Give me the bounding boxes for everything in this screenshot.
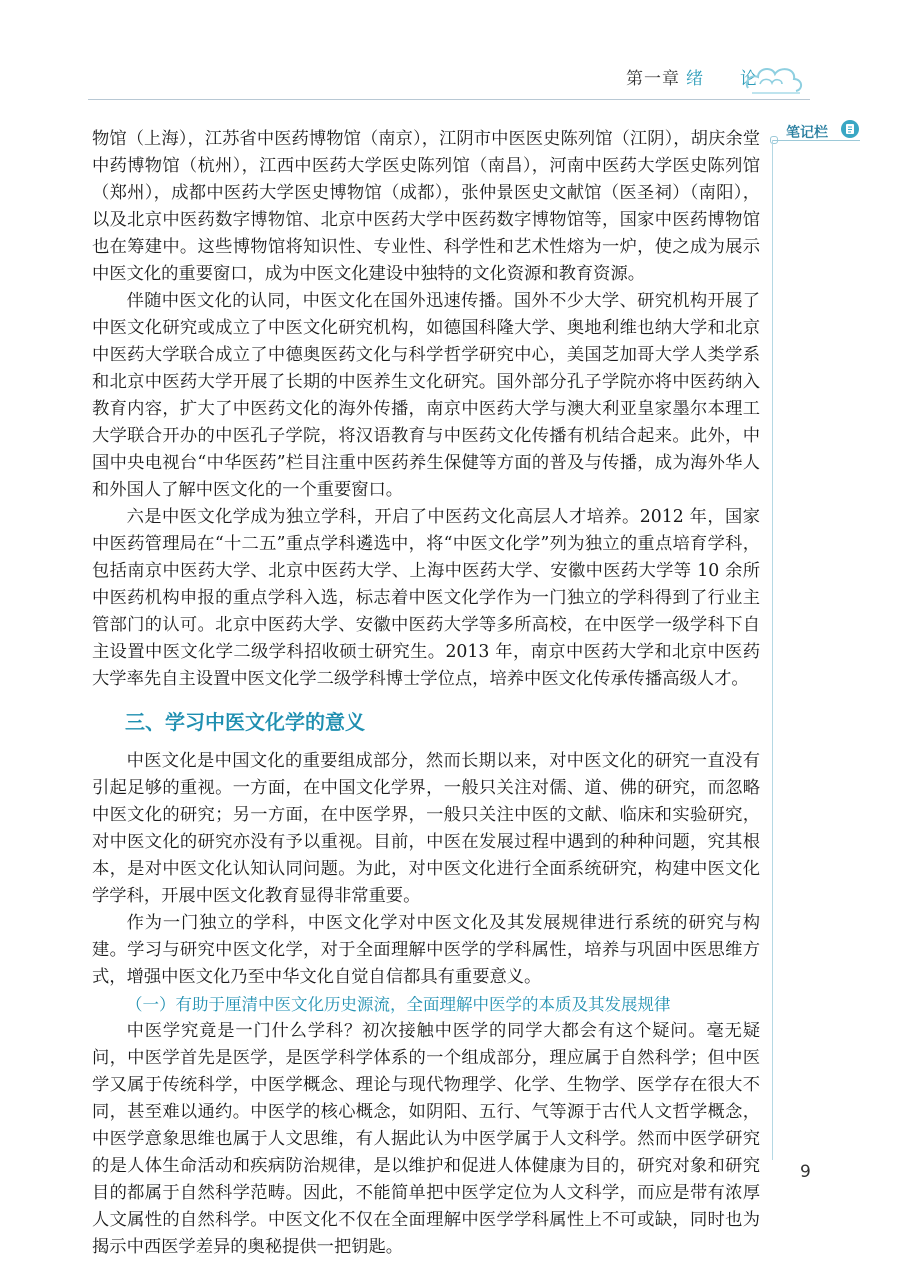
main-content	[92, 126, 760, 1261]
page-number: 9	[800, 1162, 811, 1182]
notes-vertical-rule	[772, 140, 773, 1160]
cloud-ornament-icon	[742, 62, 806, 98]
paragraph-museums: 物馆（上海），江苏省中医药博物馆（南京），江阴市中医医史陈列馆（江阴），胡庆余堂中药博物馆（杭州），江西中医药大学医史陈列馆（南昌），河南中医药大学医史陈列馆（郑州），成都中医药大学医史博物馆（成都），张仲景医史文献馆（医圣祠）（南阳），以及北京中医药数字博物馆、北京中医药大学中医药数字博物馆等，国家中医药博物馆也在筹建中。这些博物馆将知识性、专业性、科学性和艺术性熔为一炉，使之成为展示中医文化的重要窗口，成为中医文化建设中独特的文化资源和教育资源。	[92, 129, 760, 284]
section-heading: 三、学习中医文化学的意义	[125, 710, 365, 734]
paragraph-significance-2: 作为一门独立的学科，中医文化学对中医文化及其发展规律进行系统的研究与构建。学习与研究中医文化学，对于全面理解中医学的学科属性，培养与巩固中医思维方式，增强中医文化乃至中华文化自觉自信都具有重要意义。	[92, 913, 760, 987]
paragraph-independent-discipline: 六是中医文化学成为独立学科，开启了中医药文化高层人才培养。2012 年，国家中医药管理局在“十二五”重点学科遴选中，将“中医文化学”列为独立的重点培育学科，包括南京中医药大学、北京中医药大学、上海中医药大学、安徽中医药大学等 10 余所中医药机构申报的重点学科入选，标志着中医文化学作为一门独立的学科得到了行业主管部门的认可。北京中医药大学、安徽中医药大学等多所高校，在中医学一级学科下自主设置中医文化学二级学科招收硕士研究生。2013 年，南京中医药大学和北京中医药大学率先自主设置中医文化学二级学科博士学位点，培养中医文化传承传播高级人才。	[92, 507, 760, 689]
subsection-heading: （一）有助于厘清中医文化历史源流，全面理解中医学的本质及其发展规律	[126, 995, 671, 1014]
chapter-title: 绪 论	[686, 69, 767, 89]
chapter-number: 第一章	[626, 69, 680, 89]
notes-column	[772, 122, 882, 1162]
paragraph-nature-of-tcm: 中医学究竟是一门什么学科？初次接触中医学的同学大都会有这个疑问。毫无疑问，中医学首先是医学，是医学科学体系的一个组成部分，理应属于自然科学；但中医学又属于传统科学，中医学概念、理论与现代物理学、化学、生物学、医学存在很大不同，甚至难以通约。中医学的核心概念，如阴阳、五行、气等源于古代人文哲学概念，中医学意象思维也属于人文思维，有人据此认为中医学属于人文科学。然而中医学研究的是人体生命活动和疾病防治规律，是以维护和促进人体健康为目的，研究对象和研究目的都属于自然科学范畴。因此，不能简单把中医学定位为人文科学，而应是带有浓厚人文属性的自然科学。中医文化不仅在全面理解中医学学科属性上不可或缺，同时也为揭示中西医学差异的奥秘提供一把钥匙。	[92, 1021, 760, 1257]
page-header	[0, 0, 900, 110]
paragraph-significance-1: 中医文化是中国文化的重要组成部分，然而长期以来，对中医文化的研究一直没有引起足够的重视。一方面，在中国文化学界，一般只关注对儒、道、佛的研究，而忽略中医文化的研究；另一方面，在中医学界，一般只关注中医的文献、临床和实验研究，对中医文化的研究亦没有予以重视。目前，中医在发展过程中遇到的种种问题，究其根本，是对中医文化认知认同问题。为此，对中医文化进行全面系统研究，构建中医文化学学科，开展中医文化教育显得非常重要。	[92, 751, 760, 906]
notes-label: 笔记栏	[786, 125, 828, 141]
paragraph-overseas-spread: 伴随中医文化的认同，中医文化在国外迅速传播。国外不少大学、研究机构开展了中医文化研究或成立了中医文化研究机构，如德国科隆大学、奥地利维也纳大学和北京中医药大学联合成立了中德奥医药文化与科学哲学研究中心，美国芝加哥大学人类学系和北京中医药大学开展了长期的中医养生文化研究。国外部分孔子学院亦将中医药纳入教育内容，扩大了中医药文化的海外传播，南京中医药大学与澳大利亚皇家墨尔本理工大学联合开办的中医孔子学院，将汉语教育与中医药文化传播有机结合起来。此外，中国中央电视台“中华医药”栏目注重中医药养生保健等方面的普及与传播，成为海外华人和外国人了解中医文化的一个重要窗口。	[92, 291, 760, 500]
notebook-icon	[840, 119, 860, 139]
header-rule	[88, 99, 810, 100]
